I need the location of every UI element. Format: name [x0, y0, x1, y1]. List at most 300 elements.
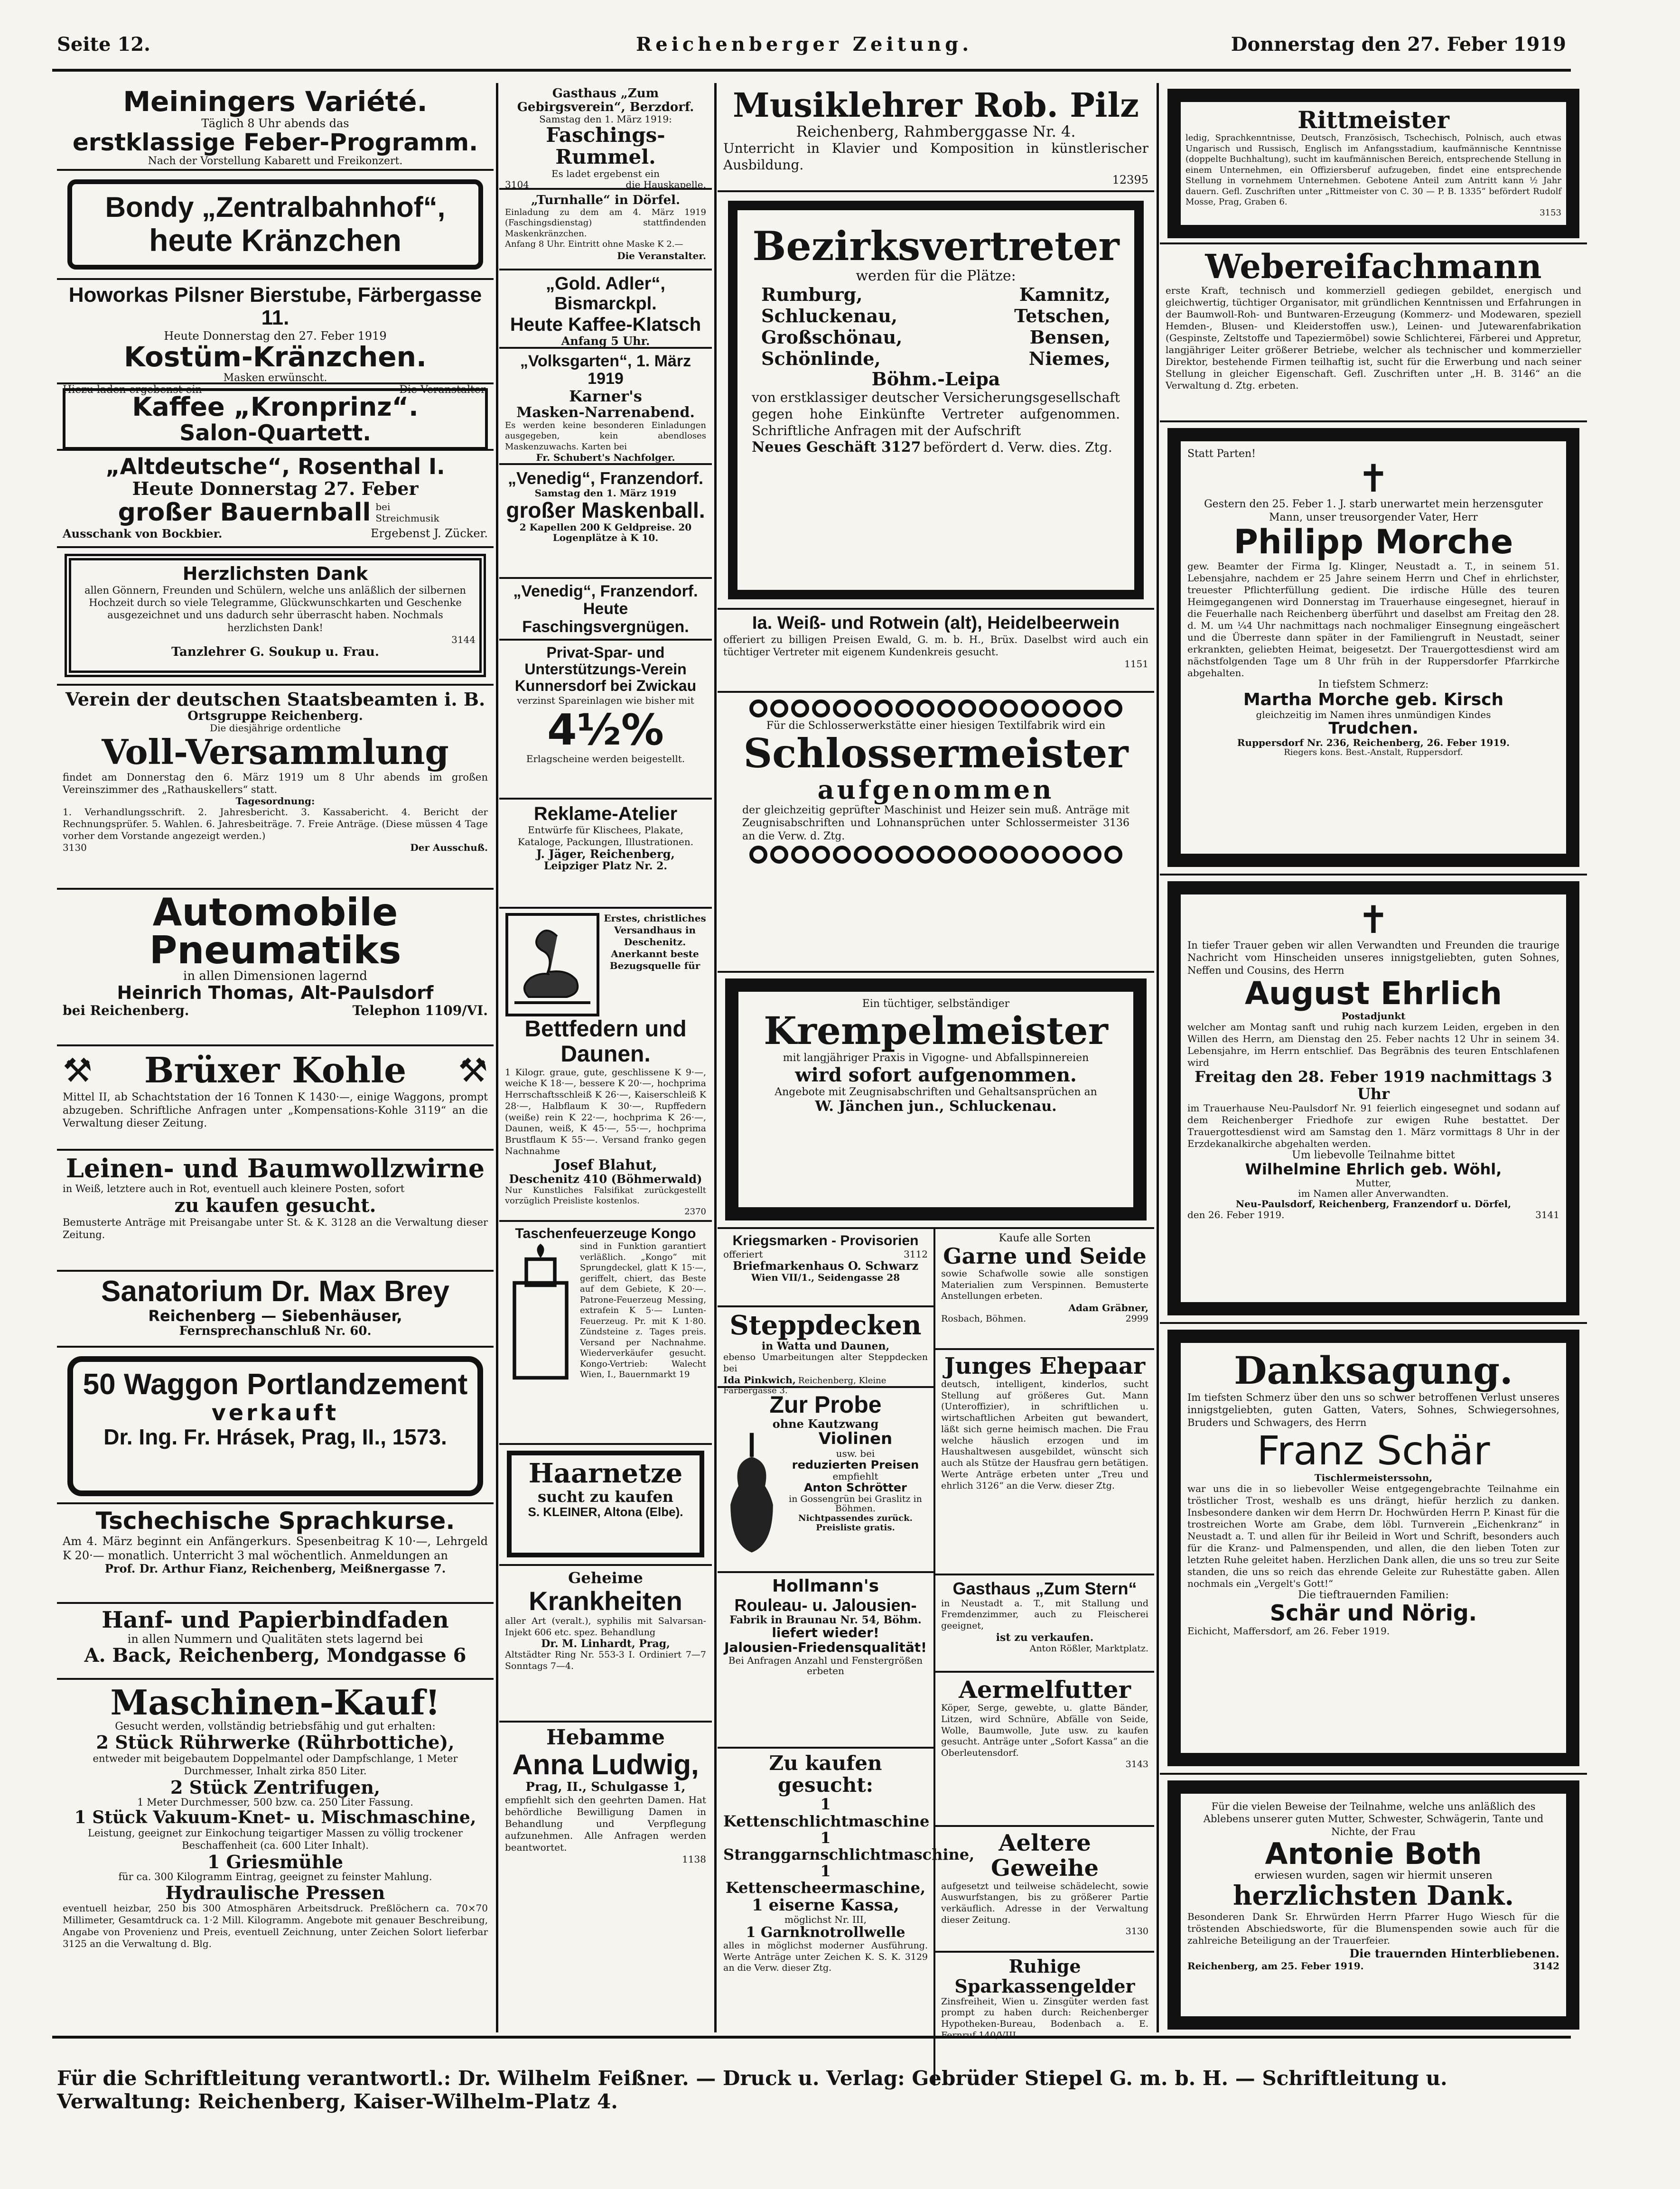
- ad-text: ledig, Sprachkenntnisse, Deutsch, Französisch, Tschechisch, Polnisch, auch etwas Ungarisch und Russisch, Englisch im Anfangsstadium, kaufmännische Kenntnisse (doppelte Buchhaltung), sucht im kaufmännischen Bereich, entsprechende Stellung in einem Unternehmen, ein Offiziersberuf aufzugeben, findet eine entsprechende Stellung in vornehmem Unternehmen. Gebotene Anteil zum Antritt kann ½ Jahr dauern. Gefl. Zuschriften unter „Rittmeister von C. 30 — P. B. 1335“ befördert Rudolf Mosse, Prag, Graben 6.: [1185, 133, 1561, 207]
- ad-text: Bei Anfragen Anzahl und Fenstergrößen erbeten: [728, 1654, 923, 1677]
- ad-sign: Ergebenst J. Zücker.: [371, 527, 488, 540]
- ad-main: verkauft: [211, 1400, 339, 1426]
- ad-text: den 26. Feber 1919.: [1187, 1209, 1285, 1221]
- ad-text: entweder mit beigebautem Doppelmantel oder Dampfschlange, 1 Meter Durchmesser, Inhalt zirka 850 Liter.: [93, 1753, 458, 1777]
- ring-ornament: [854, 699, 872, 717]
- ad-text: Im tiefsten Schmerz über den uns so schwer betroffenen Verlust unseres innigstgeliebten, guten Gatten, Vaters, Sohnes, Schwiegersohnes, Bruders und Schwagers, des Herrn: [1187, 1392, 1559, 1428]
- column-4: [1160, 83, 1587, 2032]
- ad-venedig-1: [499, 465, 712, 579]
- ad-number: 3130: [63, 842, 87, 854]
- ad-text: Leipziger Platz Nr. 2.: [543, 860, 668, 873]
- ad-bondy: [57, 171, 494, 280]
- ad-number: 3130: [1125, 1926, 1148, 1937]
- ad-main: Violinen: [818, 1429, 893, 1449]
- ad-title: Verein der deutschen Staatsbeamten i. B.: [65, 689, 485, 710]
- ad-main: Hydraulische Pressen: [165, 1882, 385, 1903]
- ad-text: Samstag den 1. März 1919:: [539, 113, 672, 125]
- ring-ornament: [791, 846, 809, 864]
- ad-text: sind in Funktion garantiert verläßlich. „Kongo“ mit Sprungdeckel, glatt K 15·—, geriffelt, chiert, das Beste auf dem Gebiete, K 20·—. Patrone-Feuerzeug Messing, extrafein K 5·— Lunten-Feuerzeug. Pr. mit K 1·80. Zündsteine z. Tages preis. Versand per Nachnahme. Wiederverkäufer gesucht. Kongo-Vertrieb: Walecht Wien, I., Bauernmarkt 19: [580, 1241, 706, 1379]
- place-item: Tetschen,: [1014, 305, 1111, 327]
- ad-text: Für die Schlosserwerkstätte einer hiesigen Textilfabrik wird ein: [766, 720, 1106, 732]
- imprint-footer: Für die Schriftleitung verantwortl.: Dr. Wilhelm Feißner. — Druck u. Verlag: Gebrüder Stiepel G. m. b. H. — Schriftleitung u. Verwaltung: Reichenberg, Kaiser-Wilhelm-Platz 4.: [57, 2067, 1447, 2113]
- ad-meininger: [57, 83, 494, 171]
- ad-text: Eichicht, Maffersdorf, am 26. Feber 1919.: [1187, 1625, 1390, 1637]
- ad-title: Aermelfutter: [959, 1676, 1131, 1704]
- ad-main: Masken-Narrenabend.: [516, 404, 695, 421]
- ad-main: 1 Garnknotrollwelle: [746, 1924, 905, 1941]
- ad-krempelmeister: [718, 973, 1154, 1229]
- ad-text: Altstädter Ring Nr. 553-3 I. Ordiniert 7—7 Sonntags 7—4.: [505, 1649, 706, 1672]
- ring-ornament: [1000, 846, 1018, 864]
- ad-number: 2999: [1125, 1313, 1148, 1324]
- ad-sign: Schär und Nörig.: [1269, 1600, 1477, 1626]
- ad-text: Samstag den 1. März 1919: [534, 487, 677, 499]
- ad-krankheiten: [499, 1566, 712, 1723]
- ring-ornament: [875, 846, 893, 864]
- ad-number: 3141: [1535, 1209, 1559, 1221]
- footer-rule: [52, 2036, 1571, 2039]
- ad-title: Webereifachmann: [1205, 247, 1542, 286]
- ad-text: empfiehlt sich den geehrten Damen. Hat behördliche Bewilligung Damen in Behandlung und Verpflegung aufzunehmen. Alle Anfragen werden beantwortet.: [505, 1794, 706, 1853]
- border-ornament: [723, 699, 1148, 717]
- ad-title: Brüxer Kohle: [144, 1050, 407, 1091]
- ad-hebamme: [499, 1723, 712, 1893]
- ad-text: Kunnersdorf bei Zwickau: [514, 677, 697, 695]
- ad-text: Es ladet ergebenst ein: [551, 168, 660, 179]
- ad-text: befördert d. Verw. dies. Ztg.: [923, 439, 1112, 456]
- ad-text: eventuell heizbar, 250 bis 300 Atmosphären Arbeitsdruck. Preßlöchern ca. 70×70 Millimeter, Gesamtdruck ca. 1·2 Mill. Kilogramm. Angebote mit genauer Beschreibung, Angabe von Provenienz und Preis, eventuell Zeichnung, unter Zeichen Solort lieferbar 3125 an die Verwaltung d. Blg.: [63, 1902, 488, 1950]
- ad-sign: S. KLEINER, Altona (Elbe).: [528, 1504, 683, 1519]
- ad-title: Garne und Seide: [943, 1243, 1147, 1269]
- ad-title: Sanatorium Dr. Max Brey: [101, 1275, 449, 1308]
- ad-sign: Martha Morche geb. Kirsch: [1243, 690, 1504, 710]
- issue-date: Donnerstag den 27. Feber 1919: [1231, 33, 1566, 56]
- ad-main: 2 Stück Zentrifugen,: [170, 1776, 381, 1798]
- ad-text: Erstes, christliches Versandhaus in Deschenitz. Anerkannt beste Bezugsquelle für: [604, 913, 706, 971]
- ad-bezirksvertreter: [718, 192, 1154, 610]
- hammer-icon: ⚒: [63, 1051, 93, 1090]
- place-item: Großschönau,: [761, 326, 903, 348]
- ad-altdeutsche: [57, 451, 494, 548]
- ad-title: Gasthaus „Zum Gebirgsverein“, Berzdorf.: [517, 86, 694, 114]
- ad-main: herzlichsten Dank.: [1232, 1880, 1514, 1912]
- ad-text: offeriert zu billigen Preisen Ewald, G. m. b. H., Brüx. Daselbst wird auch ein tüchtiger Vertreter mit eigenem Kundenkreis gesucht.: [723, 633, 1148, 658]
- ad-main: Krankheiten: [529, 1586, 682, 1616]
- ad-text: gleichzeitig im Namen ihres unmündigen Kindes: [1256, 708, 1491, 720]
- danksagung-schaer: [1160, 1324, 1587, 1775]
- ad-title: Danksagung.: [1234, 1348, 1513, 1393]
- ad-violinen: [718, 1388, 933, 1573]
- ad-text: Für die vielen Beweise der Teilnahme, welche uns anläßlich des Ablebens unserer guten Mutter, Schwester, Schwägerin, Tante und Nichte, der Frau: [1203, 1801, 1544, 1837]
- ad-text: sowie Schafwolle sowie alle sonstigen Materialien zum Verspinnen. Bemusterte Anstellungen erbeten.: [941, 1268, 1148, 1302]
- ad-title: Zur Probe: [769, 1391, 882, 1418]
- ad-main: 1 eiserne Kassa,: [752, 1895, 899, 1915]
- place-item: Rumburg,: [761, 284, 863, 306]
- ad-text: 1 Meter Durchmesser, 500 bzw. ca. 250 Liter Fassung.: [137, 1797, 413, 1808]
- ad-title: Hollmann's: [772, 1576, 879, 1596]
- cross-icon: ✝: [1357, 898, 1390, 942]
- ad-garne: [935, 1229, 1154, 1350]
- ad-text: werden für die Plätze:: [856, 268, 1016, 285]
- ad-text: Rosbach, Böhmen.: [941, 1313, 1027, 1324]
- ad-hanf: [57, 1604, 494, 1680]
- ring-ornament: [854, 846, 872, 864]
- ad-main: Heute Kaffee-Klatsch: [510, 314, 701, 335]
- ad-text: Köper, Serge, gewebte, u. glatte Bänder, Litzen, wird Schnüre, Abfälle von Seide, Wolle, Baumwolle, Jute usw. zu kaufen gesucht. Anträge unter „Sofort Kassa“ an die Oberleutensdorf.: [941, 1703, 1148, 1758]
- ad-text: war uns die in so liebevoller Weise entgegengebrachte Teilnahme ein tröstlicher Trost, weshalb es uns drängt, hiefür herzlich zu danken. Insbesondere danken wir dem Herrn Dr. Hochwürden Herrn P. Kinast für die trostreichen Worte am Grabe, dem löbl. Turnverein „Eichenkranz“ in Neustadt a. T. und allen für ihr Beileid in Wort und Schrift, besonders auch für die Kranz- und Palmenspenden, und allen, die den lieben Toten zur letzten Ruhe geleitet haben. Herzlichen Dank allen, die uns so treu zur Seite standen, die uns so reich das ehrende Geleite zur Ruhestätte gaben. Allen nochmals ein „Vergelt's Gott!“: [1187, 1483, 1559, 1590]
- subcolumn-left: [718, 1229, 975, 2086]
- ad-title: Ruhige Sparkassengelder: [954, 1956, 1135, 1997]
- column-3: [718, 83, 1154, 2040]
- ring-ornament: [749, 699, 767, 717]
- ring-ornament: [896, 699, 914, 717]
- ad-text: von erstklassiger deutscher Versicherungsgesellschaft gegen hohe Einkünfte Vertreter aufgenommen. Schriftliche Anfragen mit der Aufschrift: [752, 390, 1120, 439]
- ad-title: Zu kaufen gesucht:: [769, 1751, 882, 1797]
- ad-sign: A. Back, Reichenberg, Mondgasse 6: [84, 1644, 467, 1667]
- places-list: [752, 284, 1120, 369]
- ad-text: Am 4. März beginnt ein Anfängerkurs. Spesenbeitrag K 10·—, Lehrgeld K 20·— monatlich. Unterricht 3 mal wöchentlich. Anmeldungen an: [63, 1535, 488, 1562]
- ad-text: Mittel II, ab Schachtstation der 16 Tonnen K 1430·—, einige Waggons, prompt abzugeben. Schriftliche Anfragen unter „Kompensations-Kohle 3119“ an die Verwaltung dieser Zeitung.: [63, 1091, 488, 1129]
- ad-number: 3142: [1533, 1960, 1559, 1972]
- deceased-name: Philipp Morche: [1233, 522, 1513, 561]
- ad-leinen: [57, 1151, 494, 1272]
- ad-title: Kaffee „Kronprinz“.: [132, 392, 419, 422]
- ad-kohle: [57, 1046, 494, 1151]
- ad-main: ist zu verkaufen.: [996, 1631, 1094, 1644]
- ad-sign: Prof. Dr. Arthur Fianz, Reichenberg, Meißnergasse 7.: [104, 1562, 446, 1575]
- obituary-ehrlich: [1160, 876, 1587, 1324]
- ad-text: Bemusterte Anträge mit Preisangabe unter St. & K. 3128 an die Verwaltung dieser Zeitung.: [63, 1216, 488, 1240]
- ad-main: 1 Kettenschlichtmaschine: [723, 1795, 930, 1830]
- ad-text: 1 Kilogr. graue, gute, geschlissene K 9·—, weiche K 18·—, bessere K 20·—, hochprima Herrschaftsschleiß K 26·—, Kaiserschleiß K 28·—, Halbflaum K 30·—, Rupffedern (weiße) rein K 22·—, hochprima K 26·—, Daunen, weiß, K 45·—, 55·—, hochprima Brustflaum K 55·—. Versand franko gegen Nachnahme: [505, 1067, 706, 1156]
- ad-text: im Trauerhause Neu-Paulsdorf Nr. 91 feierlich eingesegnet und sodann auf dem Reichenberger Friedhofe zur ewigen Ruhe bestattet. Der Trauergottesdienst wird am Samstag den 1. März vormittags 8 Uhr in der Erzdekanalkirche abgehalten werden.: [1187, 1102, 1559, 1149]
- column-2: [499, 83, 712, 2032]
- ad-text: gew. Beamter der Firma Ig. Klinger, Neustadt a. T., in seinem 51. Lebensjahre, nachdem er 25 Jahre seinem Herrn und Chef in ehrlichster, treuester Pflichterfüllung gedient. Die irdische Hülle des teuren Heimgegangenen wird Donnerstag im Trauerhause eingesegnet, hierauf in die Feuerhalle nach Reichenberg überführt und daselbst am Freitag den 28. d. M. um ¼4 Uhr nachmittags nach nochmaliger Einsegnung eingeäschert und die Überreste dann später in der Familiengruft in Neustadt, seiner erkrankten, geliebten Heimat, beigesetzt. Der Trauergottesdienst wird am nächstfolgenden Tage um 8 Uhr früh in der Ruppersdorfer Pfarrkirche abgehalten.: [1187, 560, 1559, 679]
- ad-kriegsmarken: [718, 1229, 933, 1307]
- ad-text: Telephon 1109/VI.: [352, 1003, 488, 1019]
- ad-text: allen Gönnern, Freunden und Schülern, welche uns anläßlich der silbernen Hochzeit durch so viele Telegramme, Glückwunschkarten und Geschenke ausgezeichnet und uns dadurch sehr überrascht haben. Nochmals herzlichsten Dank!: [84, 584, 466, 633]
- ad-main: Haarnetze: [528, 1458, 683, 1489]
- ad-geweihe: [935, 1827, 1154, 1953]
- ad-text: Nach der Vorstellung Kabarett und Freikonzert.: [148, 155, 403, 168]
- ad-sign: Fr. Schubert's Nachfolger.: [536, 452, 675, 464]
- ad-main: zu kaufen gesucht.: [174, 1194, 376, 1217]
- ad-main: Faschings-Rummel.: [546, 123, 665, 169]
- ad-main: Salon-Quartett.: [179, 420, 371, 446]
- swan-icon: [505, 913, 600, 1017]
- ad-text: in Watta und Daunen,: [761, 1340, 890, 1352]
- ad-text: aller Art (veralt.), syphilis mit Salvarsan-Injekt 606 etc. spez. Behandlung: [505, 1615, 706, 1638]
- split-row: [718, 1229, 1154, 2086]
- ad-sign: Dr. M. Linhardt, Prag,: [541, 1638, 670, 1650]
- danksagung-both: [1160, 1775, 1587, 2040]
- ad-text: Gesucht werden, vollständig betriebsfähig und gut erhalten:: [115, 1721, 436, 1733]
- ad-zukaufen: [718, 1749, 975, 2014]
- ad-text: Neu-Paulsdorf, Reichenberg, Franzendorf u. Dörfel,: [1235, 1198, 1512, 1210]
- deceased-name: Franz Schär: [1257, 1427, 1490, 1474]
- ad-title: Steppdecken: [729, 1310, 922, 1341]
- ad-title: Meiningers Variété.: [123, 85, 428, 118]
- ad-sign: die Hauskapelle.: [625, 178, 706, 190]
- column-divider: [714, 83, 717, 2032]
- ad-text: Ortsgruppe Reichenberg.: [187, 708, 363, 723]
- ad-sign: Tanzlehrer G. Soukup u. Frau.: [171, 644, 379, 659]
- place-item: Kamnitz,: [1019, 284, 1111, 306]
- ad-text: Zinsfreiheit, Wien u. Zinsgüter werden fast prompt zu haben durch: Reichenberger Hypotheken-Bureau, Bodenbach a. E. Fernruf 140/VIII.: [941, 1996, 1148, 2040]
- ad-text: Fernsprechanschluß Nr. 60.: [179, 1324, 372, 1339]
- ad-stern: [935, 1575, 1154, 1673]
- ring-ornament: [1104, 699, 1122, 717]
- ad-text: Die tieftrauernden Familien:: [1298, 1589, 1449, 1602]
- deceased-name: Antonie Both: [1265, 1836, 1482, 1871]
- ad-text: deutsch, intelligent, kinderlos, sucht Stellung auf größeres Gut. Mann (Unteroffizier), in schriftlichen u. wirtschaftlichen Arbeiten gut bewandert, läßt sich gerne heimisch machen. Die Frau welche häuslich erzogen und im Haushaltwesen ausgebildet, wünscht sich auch als Stütze der Hausfrau gern betätigen. Werte Anträge erbeten unter „Treu und ehrlich 3126“ an die Verw. dieser Ztg.: [941, 1379, 1148, 1491]
- ad-text: Reichenberg, Rahmberggasse Nr. 4.: [796, 122, 1076, 140]
- ad-number: 3143: [1125, 1759, 1148, 1770]
- ad-number: 3112: [904, 1248, 928, 1260]
- ad-sign: Ida Pinkwich,: [723, 1374, 796, 1386]
- ad-text: verzinst Spareinlagen wie bisher mit: [517, 694, 694, 706]
- place-item: Bensen,: [1029, 326, 1111, 348]
- ring-ornament: [958, 846, 976, 864]
- ad-text: bei Reichenberg.: [63, 1003, 189, 1019]
- ad-sparverein: [499, 641, 712, 800]
- ad-text: Leistung, geeignet zur Einkochung teigartiger Massen zu völlig trockener Beschaffenheit (ca. 600 Liter Inhalt).: [88, 1827, 463, 1852]
- ad-sign: Heinrich Thomas, Alt-Paulsdorf: [117, 982, 434, 1003]
- ad-rittmeister: [1160, 83, 1587, 244]
- ad-text: erste Kraft, technisch und kommerziell gediegen gebildet, energisch und gleichwertig, tüchtiger Organisator, mit gründlichen Kenntnissen und Erfahrungen in der Baumwoll-Roh- und Buntwaren-Erzeugung (Kommerz- und Modewaren, speziell Hemden-, Blusen- und Kleiderstoffen usw.), Leinen- und Jutewarenfabrikation (Gespinste, Zeltstoffe und Tapeziermöbel) sowie Schlichterei, Färberei und Appretur, langjähriger Leiter größerer Betriebe, welcher als technischer und kommerzieller Direktor, bestehende Firmen teilhaftig ist, sucht für die Erwerbung und nach seiner Stellung in gleicher Eigenschaft. Gefl. Zuschriften unter „H. B. 3146“ an die Verwaltung d. Ztg. erbeten.: [1166, 285, 1581, 391]
- ad-spargelder: [935, 1953, 1154, 2086]
- ad-text: Erlagscheine werden beigestellt.: [526, 753, 685, 764]
- ring-ornament: [1083, 699, 1101, 717]
- ad-text: usw. bei: [836, 1447, 875, 1459]
- ad-sanatorium: [57, 1272, 494, 1348]
- ad-number: 1151: [1124, 658, 1148, 670]
- ad-text: 1. Verhandlungsschrift. 2. Jahresbericht. 3. Kassabericht. 4. Bericht der Rechnungsprüfer. 5. Wahlen. 6. Jahresbeiträge. 7. Freie Anträge. (Diese müssen 4 Tage vorher dem Vorstande angezeigt werden.): [63, 806, 488, 842]
- ad-sign: Der Ausschuß.: [410, 842, 488, 854]
- place-item: Schönlinde,: [761, 348, 881, 370]
- ring-ornament: [1021, 846, 1039, 864]
- ad-verein: [57, 686, 494, 890]
- page-number: Seite 12.: [57, 33, 150, 56]
- ad-main: Kostüm-Kränzchen.: [124, 341, 427, 373]
- ad-number: 3144: [451, 633, 476, 645]
- ad-text: welcher am Montag sanft und ruhig nach kurzem Leiden, ergeben in den Willen des Herrn, am Dienstag den 25. Feber nachts 12 Uhr in seinem 34. Lebensjahre, im Herrn entschlief. Das Begräbnis des teuren Entschlafenen wird: [1187, 1021, 1559, 1069]
- ad-ehepaar: [935, 1350, 1154, 1575]
- ad-auto: [57, 890, 494, 1046]
- ad-text: in allen Nummern und Qualitäten stets lagernd bei: [127, 1632, 423, 1646]
- ad-code: Neues Geschäft 3127: [752, 439, 921, 456]
- column-1: [57, 83, 494, 2032]
- ad-text: für ca. 300 Kilogramm Eintrag, geeignet zu feinster Mahlung.: [118, 1871, 432, 1883]
- lighter-icon: [505, 1241, 576, 1384]
- ad-text: ebenso Umarbeitungen alter Steppdecken bei: [723, 1351, 928, 1374]
- violin-icon: [723, 1430, 780, 1563]
- ad-main: Voll-Versammlung: [102, 732, 449, 773]
- ad-turnhalle: [499, 190, 712, 270]
- ad-text: Tischlermeisterssohn,: [1314, 1472, 1433, 1484]
- ad-text: aufgesetzt und teilweise schädelecht, sowie Auswurfstangen, bis zu größerer Partie verkäuflich. Adresse in der Verwaltung dieser Zeitung.: [941, 1881, 1148, 1925]
- ad-aermelfutter: [935, 1673, 1154, 1827]
- ad-text: in allen Dimensionen lagernd: [183, 969, 367, 983]
- ad-text: Ein tüchtiger, selbständiger: [862, 998, 1010, 1010]
- ad-venedig-2: [499, 579, 712, 641]
- ad-text: In tiefstem Schmerz:: [1318, 679, 1429, 690]
- ad-text: Es werden keine besonderen Einladungen ausgegeben, kein abendloses Maskenzuwachs. Karten bei: [505, 420, 706, 452]
- ad-number: 3153: [1540, 207, 1561, 218]
- ad-text: bei Streichmusik: [375, 501, 439, 524]
- ring-ornament: [1083, 846, 1101, 864]
- ad-text: Nichtpassendes zurück. Preisliste gratis.: [798, 1513, 913, 1533]
- ring-ornament: [812, 699, 830, 717]
- ad-sign: Die Veranstalter.: [617, 250, 706, 261]
- ad-text: ohne Kautzwang: [772, 1417, 879, 1431]
- ad-volksgarten: [499, 349, 712, 465]
- ad-text: liefert wieder!: [772, 1625, 879, 1641]
- ad-sign: W. Jänchen jun., Schluckenau.: [815, 1098, 1057, 1115]
- ad-zement: [57, 1348, 494, 1504]
- ad-text: der gleichzeitig geprüfter Maschinist und Heizer sein muß. Anträge mit Zeugnisabschriften und Lohnansprüchen unter Schlossermeister 3136 an die Verw. d. Ztg.: [742, 804, 1129, 842]
- ad-title: Howorkas Pilsner Bierstube, Färbergasse 11.: [68, 283, 482, 330]
- cross-icon: ✝: [1357, 456, 1390, 501]
- ad-title: Reklame-Atelier: [533, 803, 678, 824]
- ad-main: Anna Ludwig,: [512, 1749, 699, 1781]
- ad-main: wird sofort aufgenommen.: [795, 1063, 1077, 1086]
- ad-adler: [499, 270, 712, 349]
- column-divider: [1157, 83, 1159, 2032]
- ad-text: Unterricht in Klavier und Komposition in künstlerischer Ausbildung.: [723, 140, 1148, 173]
- ad-title: „Altdeutsche“, Rosenthal I.: [105, 454, 445, 479]
- ad-text: reduzierten Preisen: [792, 1458, 919, 1472]
- ad-text: Anfang 5 Uhr.: [561, 334, 650, 348]
- ad-main: großer Maskenball.: [506, 497, 705, 522]
- ad-main: Pneumatiks: [149, 928, 401, 972]
- ad-text: Um liebevolle Teilnahme bittet: [1292, 1149, 1455, 1161]
- ad-text: Riegers kons. Best.-Anstalt, Ruppersdorf.: [1284, 747, 1463, 758]
- ad-text: Reichenberg — Siebenhäuser,: [148, 1307, 402, 1325]
- ad-title: Leinen- und Baumwollzwirne: [65, 1153, 485, 1183]
- ad-title: Privat-Spar- und Unterstützungs-Verein: [524, 644, 687, 678]
- ad-main: Krempelmeister: [764, 1008, 1108, 1053]
- place-item: Schluckenau,: [761, 305, 898, 327]
- ring-ornament: [875, 699, 893, 717]
- ad-main: 1 Stück Vakuum-Knet- u. Mischmaschine,: [74, 1807, 476, 1827]
- ad-main: aufgenommen: [817, 774, 1055, 805]
- ring-ornament: [958, 699, 976, 717]
- ad-text: in Weiß, letztere auch in Rot, eventuell auch kleinere Posten, sofort: [63, 1183, 405, 1195]
- ad-hollmann: [718, 1573, 933, 1749]
- ad-title: Junges Ehepaar: [944, 1353, 1146, 1379]
- ad-main: erstklassige Feber-Programm.: [72, 129, 478, 157]
- ad-text: in Neustadt a. T., mit Stallung und Fremdenzimmer, auch zu Fleischerei geeignet,: [941, 1598, 1148, 1631]
- ad-text: Kaufe alle Sorten: [999, 1232, 1091, 1244]
- ad-text: Angebote mit Zeugnisabschriften und Gehaltsansprüchen an: [775, 1086, 1097, 1098]
- ad-title: „Venedig“, Franzendorf.: [513, 582, 698, 600]
- ad-title: Hanf- und Papierbindfaden: [102, 1607, 449, 1633]
- ad-title: Hebamme: [546, 1725, 665, 1750]
- ad-title: Rittmeister: [1297, 106, 1449, 134]
- ad-text: in Gossengrün bei Graslitz in Böhmen.: [789, 1493, 922, 1514]
- ad-text: Postadjunkt: [1341, 1010, 1406, 1022]
- ring-ornament: [1063, 846, 1081, 864]
- subcolumn-right: [935, 1229, 1154, 2086]
- ad-text: Heute Donnerstag den 27. Feber 1919: [164, 329, 387, 343]
- ad-text: Reichenberg, am 25. Feber 1919.: [1187, 1960, 1364, 1972]
- ring-ornament: [812, 846, 830, 864]
- ad-text: alles in möglichst moderner Ausführung. Werte Anträge unter Zeichen K. S. K. 3129 an die Verw. dieser Ztg.: [723, 1940, 928, 1974]
- ring-ornament: [1104, 846, 1122, 864]
- ad-feuerzeug: [499, 1222, 712, 1445]
- ring-ornament: [1021, 699, 1039, 717]
- ad-sign: Dr. Ing. Fr. Hrásek, Prag, II., 1573.: [103, 1424, 447, 1449]
- ad-text: Anfang 8 Uhr. Eintritt ohne Maske K 2.—: [505, 239, 683, 250]
- ad-text: 2 Kapellen 200 K Geldpreise. 20 Logenplätze à K 10.: [519, 522, 692, 544]
- ad-title: „Venedig“, Franzendorf.: [507, 468, 704, 488]
- ad-main: heute Kränzchen: [149, 223, 401, 258]
- ad-text: Nur Kunstliches Falsifikat zurückgestellt vorzüglich Preisliste kostenlos.: [505, 1185, 706, 1206]
- ad-text: Jalousien-Friedensqualität!: [724, 1639, 927, 1656]
- ring-ornament: [770, 846, 788, 864]
- place-item: Böhm.-Leipa: [871, 368, 1000, 390]
- ad-title: „Turnhalle“ in Dörfel.: [531, 193, 681, 207]
- ad-text: Einladung zu dem am 4. März 1919 (Faschingsdienstag) stattfindenden Maskenkränzchen.: [505, 207, 706, 239]
- ad-main: 1 Kettenscheermaschine,: [725, 1862, 926, 1897]
- ad-text: Mutter,: [1355, 1177, 1391, 1189]
- ad-text: findet am Donnerstag den 6. März 1919 um 8 Uhr abends im großen Vereinszimmer des „Rathauskellers“ statt.: [63, 771, 488, 795]
- border-ornament: [723, 846, 1148, 864]
- ad-dank: [57, 548, 494, 686]
- ring-ornament: [979, 846, 997, 864]
- ring-ornament: [896, 846, 914, 864]
- ad-howorka: [57, 280, 494, 396]
- ring-ornament: [937, 699, 955, 717]
- ad-kronprinz: [57, 384, 494, 451]
- ad-gebirgsverein: [499, 83, 712, 190]
- ad-title: Aeltere Geweihe: [990, 1830, 1099, 1882]
- ad-text: empfiehlt: [832, 1471, 878, 1482]
- ad-sign: Wilhelmine Ehrlich geb. Wöhl,: [1245, 1160, 1502, 1178]
- ad-tschech: [57, 1504, 494, 1604]
- hammer-icon: ⚒: [458, 1051, 488, 1090]
- ad-text: Gestern den 25. Feber 1. J. starb unerwartet mein herzensguter Mann, unser treusorgender Vater, Herr: [1204, 498, 1543, 523]
- ad-sign: J. Jäger, Reichenberg,: [536, 847, 675, 861]
- header-rule: [52, 69, 1571, 72]
- ad-text: Heute Donnerstag 27. Feber: [132, 477, 419, 499]
- ad-main: Rouleau- u. Jalousien-: [734, 1595, 917, 1615]
- ad-reklame: [499, 800, 712, 909]
- ad-text: Statt Parten!: [1187, 448, 1256, 460]
- interest-rate: 4½%: [547, 705, 664, 755]
- ad-title: Ia. Weiß- und Rotwein (alt), Heidelbeerwein: [752, 613, 1120, 633]
- newspaper-title: Reichenberger Zeitung.: [636, 33, 973, 56]
- ad-number: 12395: [1112, 173, 1148, 187]
- ad-sign: Die Veranstalter.: [399, 384, 488, 396]
- ad-text: Fabrik in Braunau Nr. 54, Böhm.: [729, 1614, 922, 1627]
- ad-pilz: [718, 83, 1154, 192]
- ad-title: Herzlichsten Dank: [182, 563, 368, 584]
- ring-ornament: [791, 699, 809, 717]
- ad-text: Entwürfe für Klischees, Plakate, Kataloge, Packungen, Illustrationen.: [517, 824, 694, 848]
- ad-number: 3104: [505, 178, 529, 190]
- ad-text: Deschenitz 410 (Böhmerwald): [509, 1172, 702, 1186]
- ad-text: In tiefer Trauer geben wir allen Verwandten und Freunden die traurige Nachricht vom Hinscheiden unseres innigstgeliebten, guten Sohnes, Neffen und Cousins, des Herrn: [1187, 940, 1559, 976]
- ring-ornament: [937, 846, 955, 864]
- ad-title: Tschechische Sprachkurse.: [95, 1507, 455, 1535]
- ad-main: großer Bauernball: [118, 498, 371, 527]
- ad-text: Tagesordnung:: [235, 795, 315, 807]
- ad-title: Geheime: [568, 1569, 643, 1587]
- ad-title: Bezirksvertreter: [752, 223, 1120, 270]
- ad-weberei: [1160, 244, 1587, 422]
